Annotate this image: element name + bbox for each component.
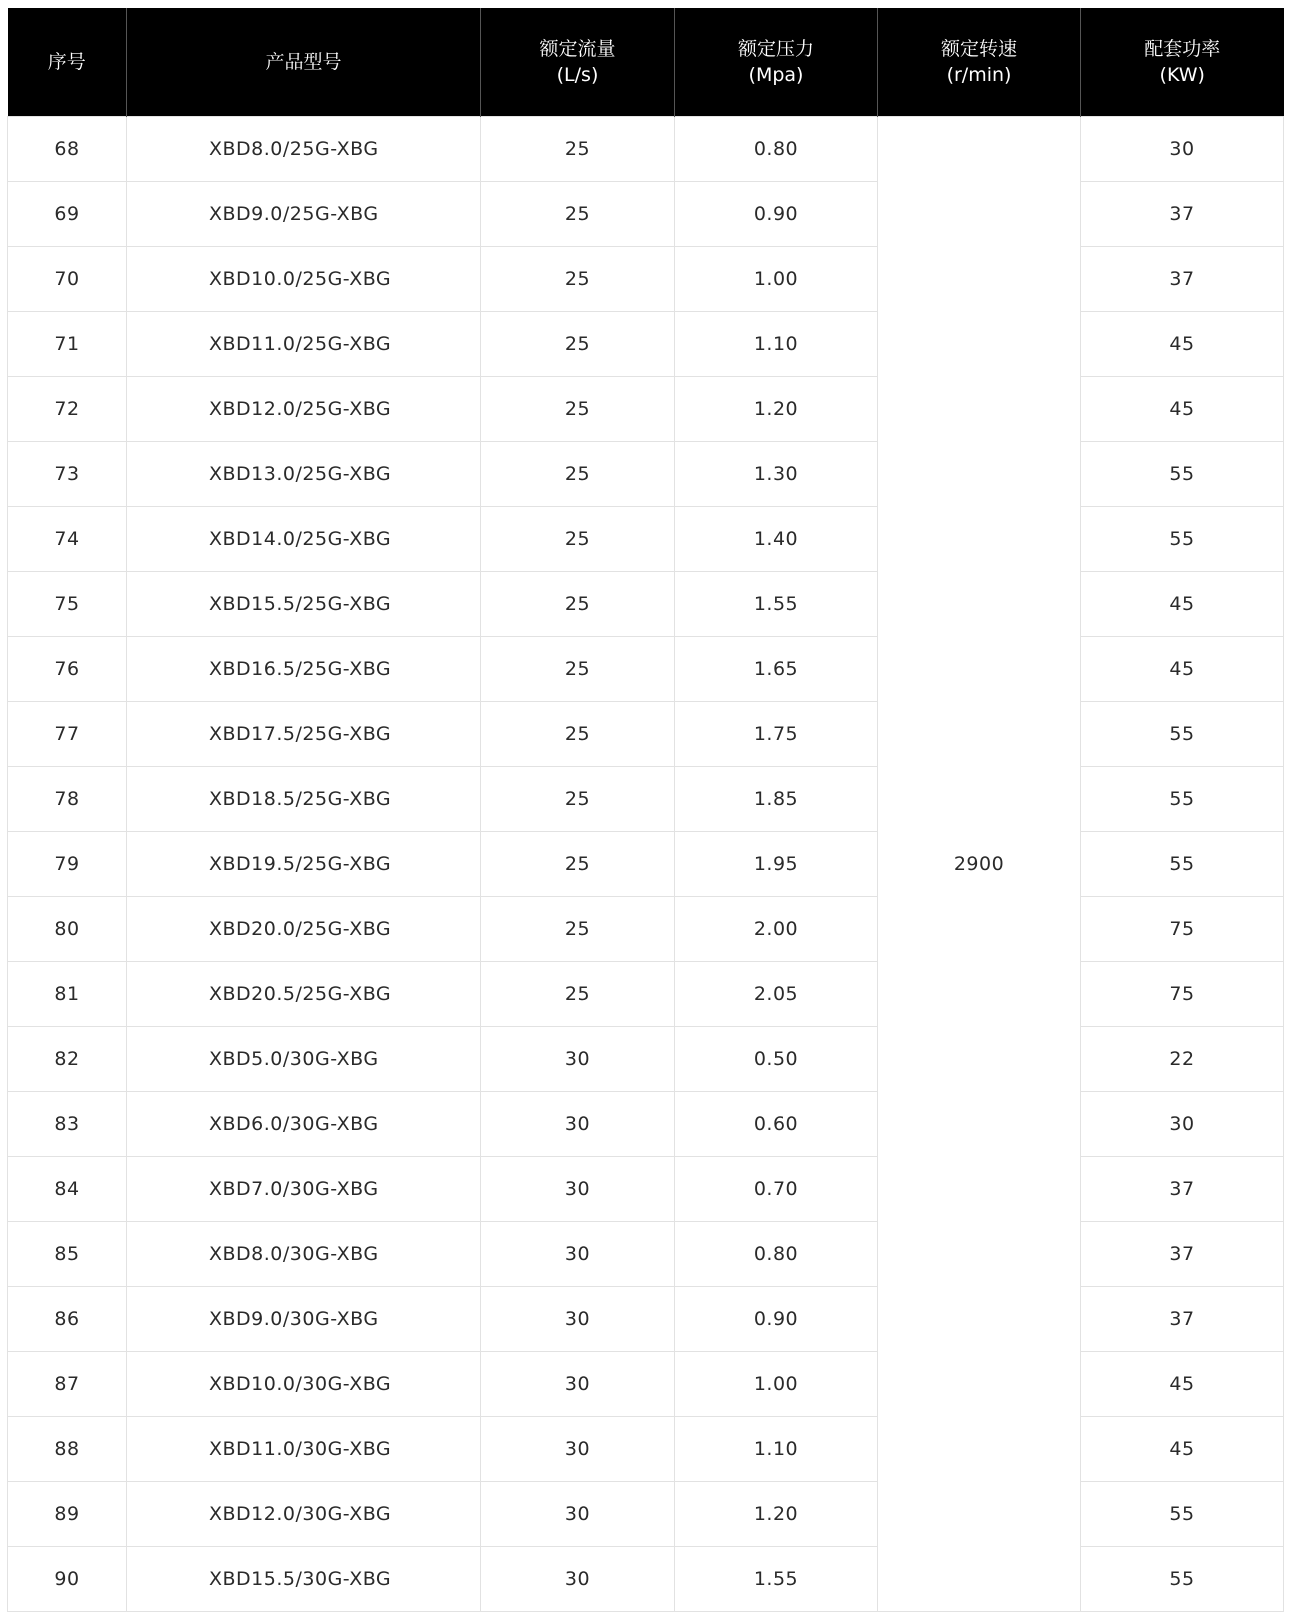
cell-flow: 30 xyxy=(481,1417,675,1482)
table-header xyxy=(8,8,1284,117)
header-flow-unit: (L/s) xyxy=(556,64,599,86)
pump-spec-table xyxy=(7,8,1284,1612)
cell-pressure: 1.20 xyxy=(675,377,878,442)
cell-no: 71 xyxy=(8,312,127,377)
cell-flow: 25 xyxy=(481,572,675,637)
table-row xyxy=(8,1287,1284,1352)
header-speed-unit: (r/min) xyxy=(946,64,1012,86)
spec-table-container xyxy=(7,8,1283,1612)
cell-flow: 25 xyxy=(481,377,675,442)
cell-flow: 25 xyxy=(481,312,675,377)
cell-power: 30 xyxy=(1081,117,1284,182)
table-row xyxy=(8,247,1284,312)
table-body xyxy=(8,117,1284,1612)
table-row xyxy=(8,832,1284,897)
cell-pressure: 0.70 xyxy=(675,1157,878,1222)
cell-flow: 30 xyxy=(481,1157,675,1222)
cell-model: XBD18.5/25G-XBG xyxy=(127,767,481,832)
cell-power: 55 xyxy=(1081,1482,1284,1547)
header-pressure-unit: (Mpa) xyxy=(748,64,804,86)
cell-power: 22 xyxy=(1081,1027,1284,1092)
cell-flow: 30 xyxy=(481,1092,675,1157)
cell-model: XBD17.5/25G-XBG xyxy=(127,702,481,767)
cell-pressure: 1.00 xyxy=(675,1352,878,1417)
cell-power: 55 xyxy=(1081,702,1284,767)
header-pressure-label: 额定压力 xyxy=(737,38,814,60)
cell-speed: 2900 xyxy=(878,117,1081,1612)
cell-no: 81 xyxy=(8,962,127,1027)
cell-no: 82 xyxy=(8,1027,127,1092)
cell-flow: 30 xyxy=(481,1547,675,1612)
cell-power: 30 xyxy=(1081,1092,1284,1157)
cell-model: XBD5.0/30G-XBG xyxy=(127,1027,481,1092)
cell-model: XBD9.0/30G-XBG xyxy=(127,1287,481,1352)
table-row xyxy=(8,572,1284,637)
table-row xyxy=(8,1547,1284,1612)
cell-model: XBD15.5/30G-XBG xyxy=(127,1547,481,1612)
cell-pressure: 0.80 xyxy=(675,1222,878,1287)
cell-no: 86 xyxy=(8,1287,127,1352)
cell-flow: 25 xyxy=(481,182,675,247)
cell-model: XBD11.0/30G-XBG xyxy=(127,1417,481,1482)
cell-model: XBD7.0/30G-XBG xyxy=(127,1157,481,1222)
cell-model: XBD8.0/30G-XBG xyxy=(127,1222,481,1287)
header-no: 序号 xyxy=(8,8,127,117)
cell-power: 45 xyxy=(1081,377,1284,442)
cell-no: 83 xyxy=(8,1092,127,1157)
cell-power: 45 xyxy=(1081,1417,1284,1482)
cell-power: 37 xyxy=(1081,182,1284,247)
table-row xyxy=(8,702,1284,767)
cell-power: 55 xyxy=(1081,442,1284,507)
cell-pressure: 1.20 xyxy=(675,1482,878,1547)
cell-model: XBD10.0/25G-XBG xyxy=(127,247,481,312)
cell-no: 88 xyxy=(8,1417,127,1482)
cell-no: 90 xyxy=(8,1547,127,1612)
cell-pressure: 2.05 xyxy=(675,962,878,1027)
header-flow xyxy=(481,8,675,117)
cell-flow: 25 xyxy=(481,832,675,897)
cell-pressure: 0.50 xyxy=(675,1027,878,1092)
cell-power: 37 xyxy=(1081,1287,1284,1352)
cell-model: XBD10.0/30G-XBG xyxy=(127,1352,481,1417)
header-flow-label: 额定流量 xyxy=(539,38,616,60)
table-row xyxy=(8,637,1284,702)
cell-pressure: 1.40 xyxy=(675,507,878,572)
cell-power: 55 xyxy=(1081,767,1284,832)
table-row xyxy=(8,377,1284,442)
cell-no: 89 xyxy=(8,1482,127,1547)
cell-no: 85 xyxy=(8,1222,127,1287)
cell-pressure: 0.90 xyxy=(675,182,878,247)
cell-no: 74 xyxy=(8,507,127,572)
cell-no: 72 xyxy=(8,377,127,442)
cell-pressure: 1.85 xyxy=(675,767,878,832)
cell-power: 55 xyxy=(1081,507,1284,572)
cell-model: XBD8.0/25G-XBG xyxy=(127,117,481,182)
cell-no: 69 xyxy=(8,182,127,247)
cell-power: 45 xyxy=(1081,572,1284,637)
cell-pressure: 1.75 xyxy=(675,702,878,767)
header-power-label: 配套功率 xyxy=(1144,38,1221,60)
cell-flow: 25 xyxy=(481,442,675,507)
cell-flow: 30 xyxy=(481,1352,675,1417)
cell-flow: 25 xyxy=(481,962,675,1027)
cell-power: 75 xyxy=(1081,897,1284,962)
cell-pressure: 0.60 xyxy=(675,1092,878,1157)
table-row xyxy=(8,442,1284,507)
cell-pressure: 1.30 xyxy=(675,442,878,507)
cell-model: XBD11.0/25G-XBG xyxy=(127,312,481,377)
cell-pressure: 1.55 xyxy=(675,1547,878,1612)
table-row xyxy=(8,507,1284,572)
cell-power: 75 xyxy=(1081,962,1284,1027)
cell-model: XBD12.0/25G-XBG xyxy=(127,377,481,442)
cell-no: 78 xyxy=(8,767,127,832)
cell-pressure: 1.10 xyxy=(675,312,878,377)
table-row xyxy=(8,1482,1284,1547)
cell-no: 68 xyxy=(8,117,127,182)
cell-model: XBD13.0/25G-XBG xyxy=(127,442,481,507)
cell-pressure: 1.65 xyxy=(675,637,878,702)
cell-model: XBD16.5/25G-XBG xyxy=(127,637,481,702)
cell-flow: 30 xyxy=(481,1222,675,1287)
cell-power: 55 xyxy=(1081,832,1284,897)
header-power-unit: (KW) xyxy=(1159,64,1205,86)
cell-model: XBD15.5/25G-XBG xyxy=(127,572,481,637)
table-row xyxy=(8,1417,1284,1482)
table-row xyxy=(8,767,1284,832)
cell-flow: 25 xyxy=(481,767,675,832)
cell-model: XBD9.0/25G-XBG xyxy=(127,182,481,247)
cell-model: XBD6.0/30G-XBG xyxy=(127,1092,481,1157)
cell-power: 37 xyxy=(1081,1157,1284,1222)
cell-flow: 30 xyxy=(481,1027,675,1092)
table-row xyxy=(8,1092,1284,1157)
table-row xyxy=(8,962,1284,1027)
cell-no: 70 xyxy=(8,247,127,312)
cell-pressure: 1.95 xyxy=(675,832,878,897)
cell-no: 77 xyxy=(8,702,127,767)
cell-flow: 25 xyxy=(481,117,675,182)
cell-no: 84 xyxy=(8,1157,127,1222)
cell-power: 45 xyxy=(1081,312,1284,377)
table-row xyxy=(8,1027,1284,1092)
header-pressure xyxy=(675,8,878,117)
cell-pressure: 0.90 xyxy=(675,1287,878,1352)
cell-flow: 25 xyxy=(481,247,675,312)
table-row xyxy=(8,1222,1284,1287)
cell-flow: 25 xyxy=(481,897,675,962)
cell-flow: 25 xyxy=(481,637,675,702)
cell-no: 79 xyxy=(8,832,127,897)
cell-no: 87 xyxy=(8,1352,127,1417)
cell-pressure: 1.55 xyxy=(675,572,878,637)
cell-pressure: 1.00 xyxy=(675,247,878,312)
cell-pressure: 1.10 xyxy=(675,1417,878,1482)
cell-pressure: 2.00 xyxy=(675,897,878,962)
cell-flow: 30 xyxy=(481,1287,675,1352)
cell-flow: 25 xyxy=(481,507,675,572)
table-row xyxy=(8,182,1284,247)
header-row xyxy=(8,8,1284,117)
cell-power: 45 xyxy=(1081,637,1284,702)
cell-no: 80 xyxy=(8,897,127,962)
table-row xyxy=(8,117,1284,182)
header-model: 产品型号 xyxy=(127,8,481,117)
cell-pressure: 0.80 xyxy=(675,117,878,182)
cell-model: XBD19.5/25G-XBG xyxy=(127,832,481,897)
table-row xyxy=(8,312,1284,377)
cell-power: 37 xyxy=(1081,247,1284,312)
header-speed-label: 额定转速 xyxy=(940,38,1017,60)
cell-no: 76 xyxy=(8,637,127,702)
cell-model: XBD20.0/25G-XBG xyxy=(127,897,481,962)
header-power xyxy=(1081,8,1284,117)
cell-model: XBD12.0/30G-XBG xyxy=(127,1482,481,1547)
table-row xyxy=(8,1157,1284,1222)
cell-model: XBD14.0/25G-XBG xyxy=(127,507,481,572)
cell-no: 73 xyxy=(8,442,127,507)
cell-power: 55 xyxy=(1081,1547,1284,1612)
header-speed xyxy=(878,8,1081,117)
cell-power: 37 xyxy=(1081,1222,1284,1287)
cell-power: 45 xyxy=(1081,1352,1284,1417)
cell-model: XBD20.5/25G-XBG xyxy=(127,962,481,1027)
cell-flow: 30 xyxy=(481,1482,675,1547)
cell-flow: 25 xyxy=(481,702,675,767)
table-row xyxy=(8,897,1284,962)
cell-no: 75 xyxy=(8,572,127,637)
table-row xyxy=(8,1352,1284,1417)
